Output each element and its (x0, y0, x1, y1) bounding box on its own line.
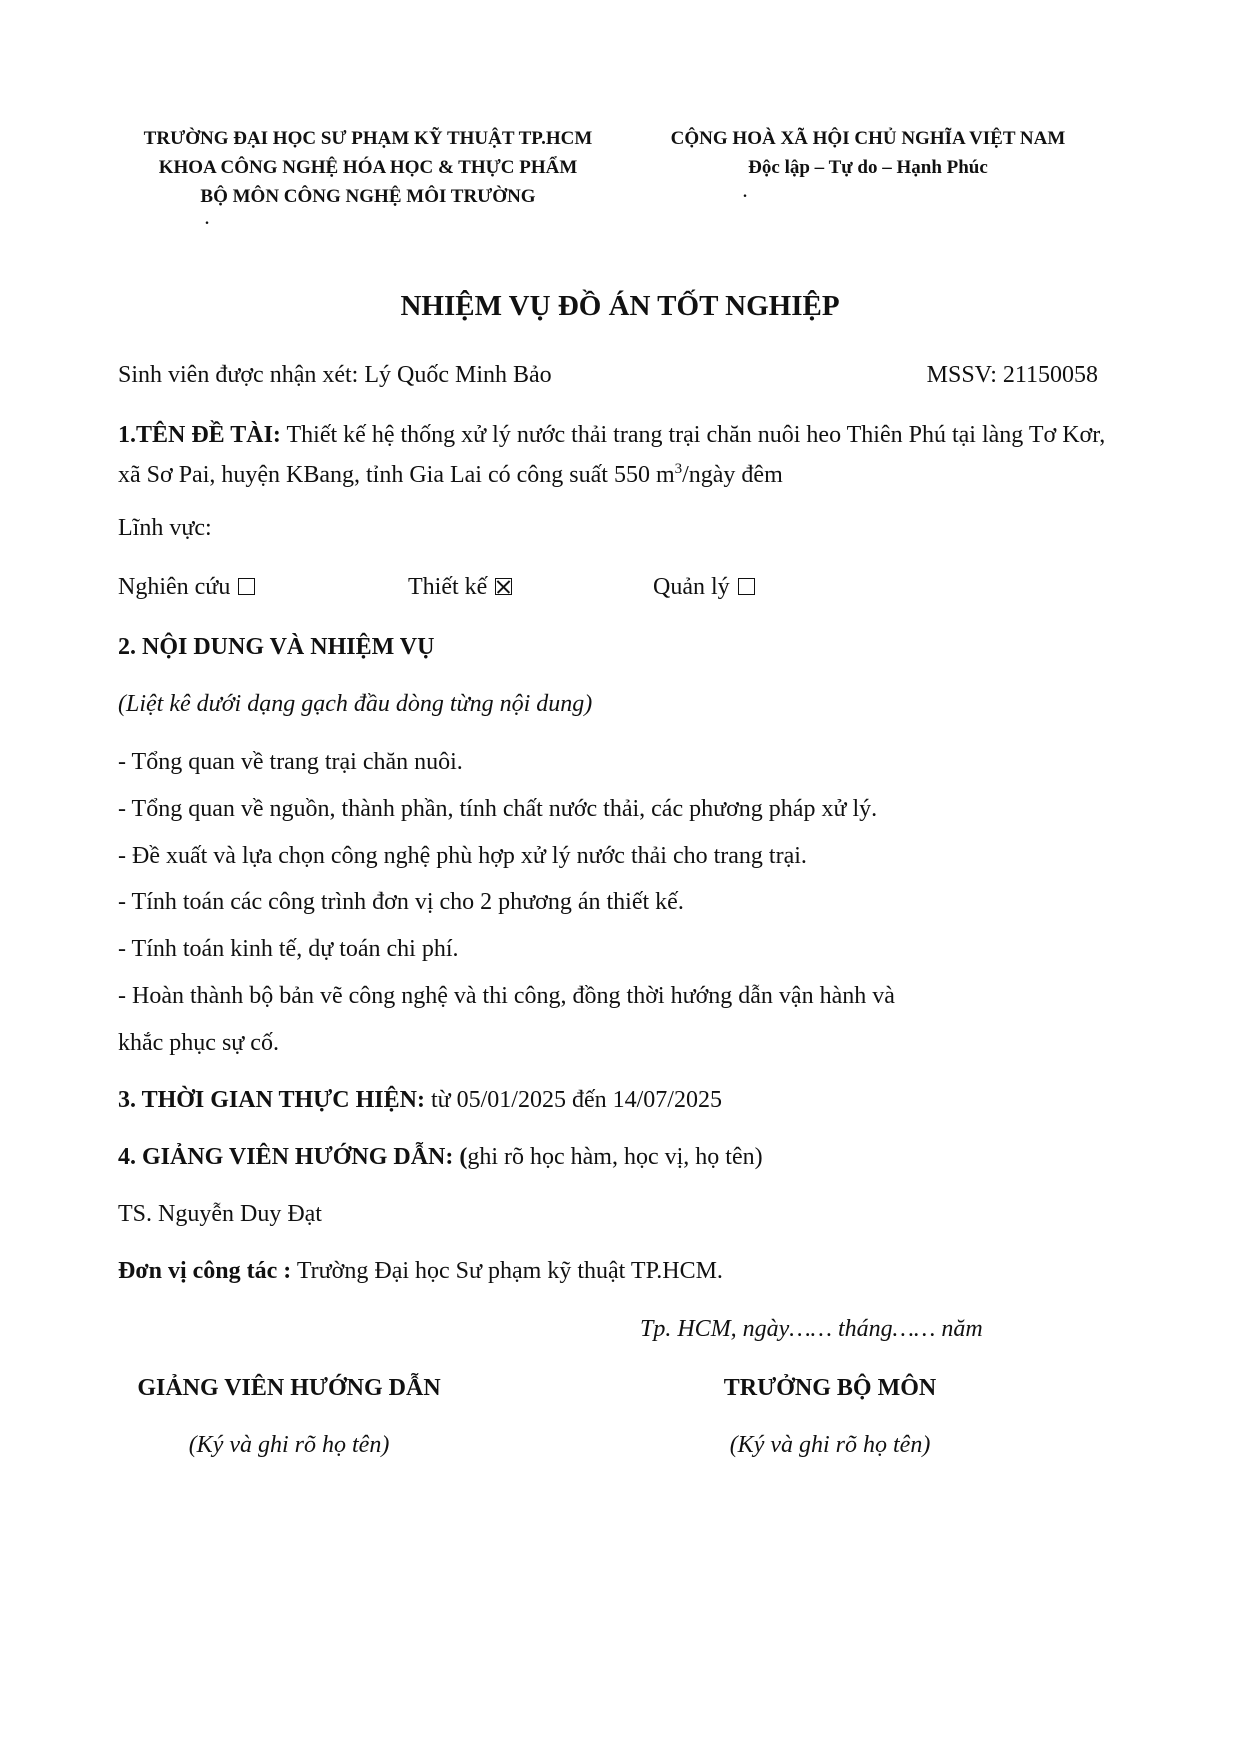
section3 (118, 1085, 722, 1115)
topic-unit: /ngày đêm (682, 462, 783, 488)
checkbox-checked-icon[interactable] (495, 578, 512, 595)
field-option-design[interactable] (408, 572, 512, 602)
faculty-name: KHOA CÔNG NGHỆ HÓA HỌC & THỰC PHẨM (158, 157, 578, 178)
section2-note: (Liệt kê dưới dạng gạch đầu dòng từng nội dung) (118, 691, 593, 717)
task-item: - Đề xuất và lựa chọn công nghệ phù hợp xử lý nước thải cho trang trại. (118, 843, 807, 869)
section2-heading: 2. NỘI DUNG VÀ NHIỆM VỤ (118, 634, 435, 660)
checkbox-empty-icon[interactable] (738, 578, 755, 595)
section4-label: 4. GIẢNG VIÊN HƯỚNG DẪN: (118, 1144, 454, 1170)
workplace-text: Trường Đại học Sư phạm kỹ thuật TP.HCM. (296, 1258, 723, 1284)
university-name: TRƯỜNG ĐẠI HỌC SƯ PHẠM KỸ THUẬT TP.HCM (143, 128, 593, 149)
student-row (118, 360, 1098, 390)
topic-label: 1.TÊN ĐỀ TÀI: (118, 422, 281, 448)
field-option-label: Quản lý (653, 574, 730, 600)
task-item: - Tính toán kinh tế, dự toán chi phí. (118, 936, 459, 962)
checkbox-empty-icon[interactable] (238, 578, 255, 595)
field-option-label: Nghiên cứu (118, 574, 231, 600)
task-item: - Hoàn thành bộ bản vẽ công nghệ và thi công, đồng thời hướng dẫn vận hành và (118, 983, 895, 1009)
student-id-label: MSSV: (926, 362, 997, 388)
document-title: NHIỆM VỤ ĐỒ ÁN TỐT NGHIỆP (400, 290, 840, 322)
topic-section (118, 415, 1128, 495)
task-item: khắc phục sự cố. (118, 1030, 279, 1056)
header-dot-left: . (205, 211, 209, 228)
field-option-research[interactable] (118, 572, 255, 602)
topic-text: Thiết kế hệ thống xử lý nước thải trang trại chăn nuôi heo Thiên Phú tại làng Tơ Kơr, xã Sơ Pai, huyện KBang, tỉnh Gia Lai có công suất 550 m (118, 422, 1106, 488)
section4-paren: ( (459, 1144, 468, 1170)
section3-label: 3. THỜI GIAN THỰC HIỆN: (118, 1087, 425, 1113)
field-option-label: Thiết kế (408, 574, 488, 600)
signature-note: (Ký và ghi rõ họ tên) (188, 1432, 390, 1458)
department-name: BỘ MÔN CÔNG NGHỆ MÔI TRƯỜNG (200, 186, 536, 207)
signature-advisor (118, 1373, 460, 1460)
task-item: - Tổng quan về trang trại chăn nuôi. (118, 749, 463, 775)
student-name: Lý Quốc Minh Bảo (364, 362, 552, 388)
student-id-value: 21150058 (1002, 362, 1098, 388)
national-header (648, 124, 1088, 182)
signature-note: (Ký và ghi rõ họ tên) (729, 1432, 931, 1458)
national-title: CỘNG HOÀ XÃ HỘI CHỦ NGHĨA VIỆT NAM (670, 128, 1066, 149)
institution-header (118, 124, 618, 211)
header-dot-right: . (743, 184, 747, 201)
task-item: - Tính toán các công trình đơn vị cho 2 phương án thiết kế. (118, 889, 684, 915)
section4 (118, 1142, 763, 1172)
signature-title: TRƯỞNG BỘ MÔN (723, 1375, 937, 1401)
workplace-label: Đơn vị công tác : (118, 1258, 292, 1284)
date-line: Tp. HCM, ngày…… tháng…… năm (640, 1316, 983, 1342)
field-option-management[interactable] (653, 572, 755, 602)
task-item: - Tổng quan về nguồn, thành phần, tính chất nước thải, các phương pháp xử lý. (118, 796, 878, 822)
advisor-name: TS. Nguyễn Duy Đạt (118, 1201, 322, 1227)
signature-head (700, 1373, 960, 1460)
signature-title: GIẢNG VIÊN HƯỚNG DẪN (137, 1375, 441, 1401)
field-label: Lĩnh vực: (118, 515, 212, 541)
student-id (927, 360, 1098, 390)
section4-text: ghi rõ học hàm, học vị, họ tên) (467, 1144, 763, 1170)
student-label: Sinh viên được nhận xét: (118, 362, 359, 388)
topic-sup: 3 (674, 461, 683, 477)
section3-text: từ 05/01/2025 đến 14/07/2025 (430, 1087, 722, 1113)
national-motto: Độc lập – Tự do – Hạnh Phúc (748, 157, 988, 178)
workplace (118, 1256, 723, 1286)
